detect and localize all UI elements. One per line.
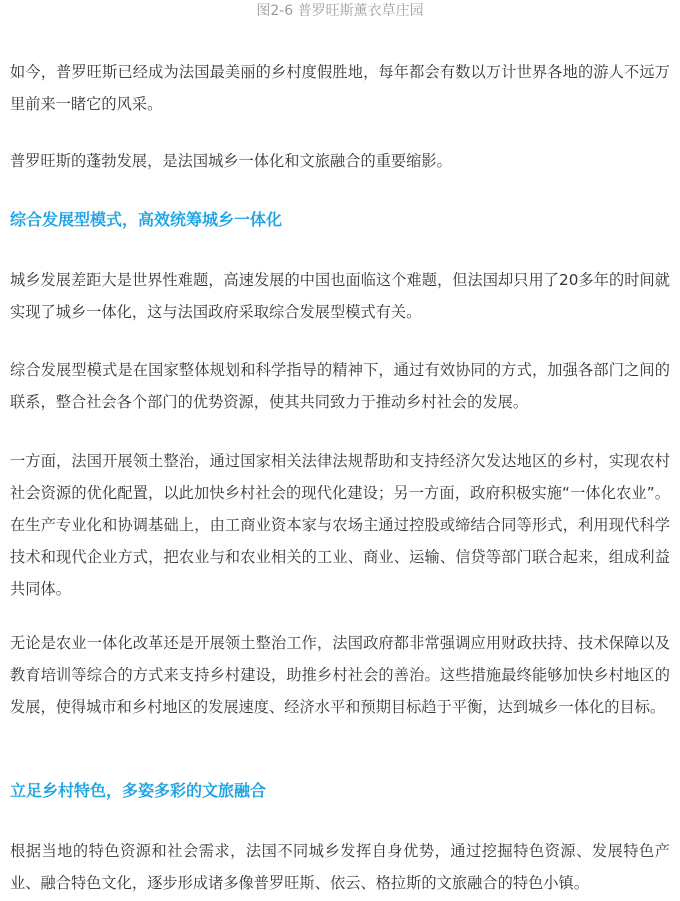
- paragraph-government-support: 无论是农业一体化改革还是开展领土整治工作，法国政府都非常强调应用财政扶持、技术保障以及教育培训等综合的方式来支持乡村建设，助推乡村社会的善治。这些措施最终能够加快乡村地区的发展，使得城市和乡村地区的发展速度、经济水平和预期目标趋于平衡，达到城乡一体化的目标。: [10, 634, 670, 716]
- paragraph-land-planning-and-agriculture: 一方面，法国开展领土整治，通过国家相关法律法规帮助和支持经济欠发达地区的乡村，实现农村社会资源的优化配置，以此加快乡村社会的现代化建设；另一方面，政府积极实施“一体化农业”。在生产专业化和协调基础上，由工商业资本家与农场主通过控股或缔结合同等形式，利用现代科学技术和现代企业方式，把农业与和农业相关的工业、商业、运输、信贷等部门联合起来，组成利益共同体。: [10, 452, 670, 598]
- paragraph-integrated-model-definition: 综合发展型模式是在国家整体规划和科学指导的精神下，通过有效协同的方式，加强各部门之间的联系，整合社会各个部门的优势资源，使其共同致力于推动乡村社会的发展。: [10, 361, 670, 411]
- paragraph-featured-towns: 根据当地的特色资源和社会需求，法国不同城乡发挥自身优势，通过挖掘特色资源、发展特色产业、融合特色文化，逐步形成诸多像普罗旺斯、依云、格拉斯的文旅融合的特色小镇。: [10, 842, 670, 892]
- section-heading-integrated-model: 综合发展型模式，高效统筹城乡一体化: [10, 210, 283, 229]
- paragraph-provence-development: 普罗旺斯的蓬勃发展，是法国城乡一体化和文旅融合的重要缩影。: [10, 152, 452, 170]
- paragraph-provence-today: 如今，普罗旺斯已经成为法国最美丽的乡村度假胜地，每年都会有数以万计世界各地的游人不远万里前来一睹它的风采。: [10, 63, 670, 113]
- section-heading-cultural-tourism: 立足乡村特色，多姿多彩的文旅融合: [10, 781, 267, 800]
- figure-caption: 图2-6 普罗旺斯薰衣草庄园: [256, 3, 424, 19]
- paragraph-urban-rural-gap: 城乡发展差距大是世界性难题，高速发展的中国也面临这个难题，但法国却只用了20多年的时间就实现了城乡一体化，这与法国政府采取综合发展型模式有关。: [10, 271, 670, 321]
